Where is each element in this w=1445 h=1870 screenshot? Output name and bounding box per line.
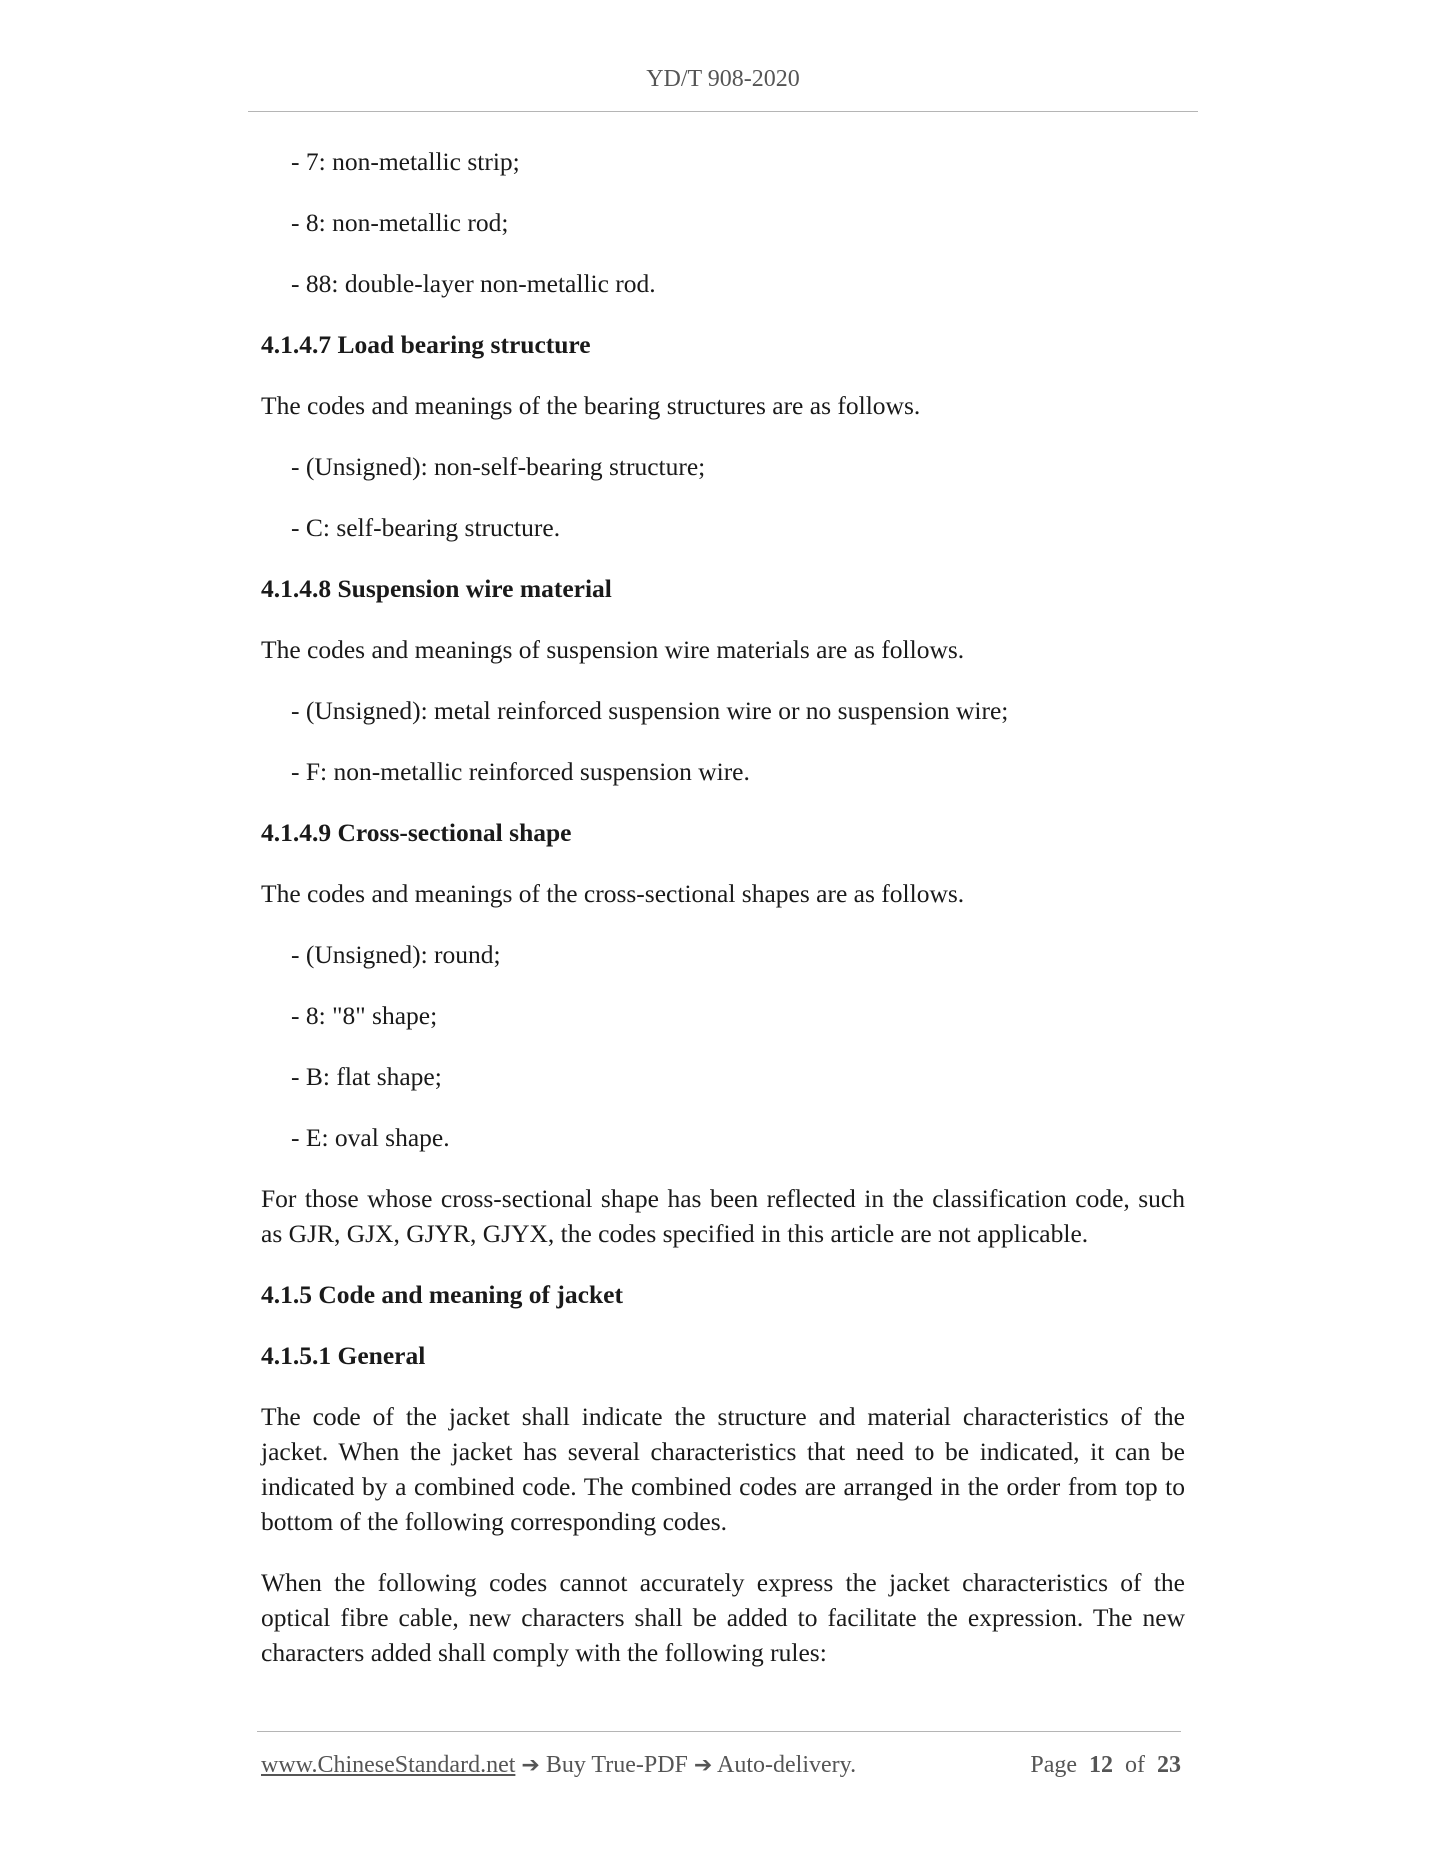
section-intro: The codes and meanings of the bearing structures are as follows. [261,391,921,420]
section-note: For those whose cross-sectional shape has been reflected in the classification code, such as GJR, GJX, GJYR, GJYX, the codes specified in this article are not applicable. [261,1184,1185,1248]
section-intro: The codes and meanings of the cross-sectional shapes are as follows. [261,879,965,908]
list-item: - 8: non-metallic rod; [291,208,509,237]
header-divider [248,111,1198,112]
total-pages: 23 [1157,1752,1181,1778]
list-item: - 8: "8" shape; [291,1001,438,1030]
section-heading-4151: 4.1.5.1 General [261,1341,426,1370]
page-label: Page [1030,1752,1077,1778]
section-heading-4147: 4.1.4.7 Load bearing structure [261,330,591,359]
buy-true-pdf-text: Buy True-PDF [545,1752,688,1778]
body-paragraph: When the following codes cannot accurately express the jacket characteristics of the optical fibre cable, new characters shall be added to facilitate the expression. The new characters added shall comply with the following rules: [261,1568,1185,1667]
section-intro: The codes and meanings of suspension wire materials are as follows. [261,635,965,664]
list-item: - F: non-metallic reinforced suspension wire. [291,757,750,786]
list-item: - 88: double-layer non-metallic rod. [291,269,656,298]
footer-divider [257,1731,1181,1732]
of-label: of [1125,1752,1145,1778]
section-heading-4149: 4.1.4.9 Cross-sectional shape [261,818,572,847]
page-number [1030,1752,1181,1779]
current-page: 12 [1089,1752,1113,1778]
document-body [261,144,1185,1696]
list-item: - (Unsigned): non-self-bearing structure; [291,452,706,481]
footer-promo [261,1752,856,1779]
section-heading-4148: 4.1.4.8 Suspension wire material [261,574,612,603]
list-item: - E: oval shape. [291,1123,450,1152]
list-item: - C: self-bearing structure. [291,513,561,542]
website-link[interactable]: www.ChineseStandard.net [261,1752,516,1778]
body-paragraph: The code of the jacket shall indicate the structure and material characteristics of the jacket. When the jacket has several characteristics that need to be indicated, it can be indicated by a combined code. The combined codes are arranged in the order from top to bottom of the following corresponding codes. [261,1402,1185,1536]
document-code-header: YD/T 908-2020 [646,66,800,92]
section-heading-415: 4.1.5 Code and meaning of jacket [261,1280,623,1309]
arrow-right-icon: ➔ [693,1753,713,1778]
list-item: - 7: non-metallic strip; [291,147,520,176]
list-item: - B: flat shape; [291,1062,442,1091]
list-item: - (Unsigned): round; [291,940,501,969]
auto-delivery-text: Auto-delivery. [717,1752,857,1778]
list-item: - (Unsigned): metal reinforced suspension wire or no suspension wire; [291,696,1009,725]
arrow-right-icon: ➔ [521,1753,540,1778]
